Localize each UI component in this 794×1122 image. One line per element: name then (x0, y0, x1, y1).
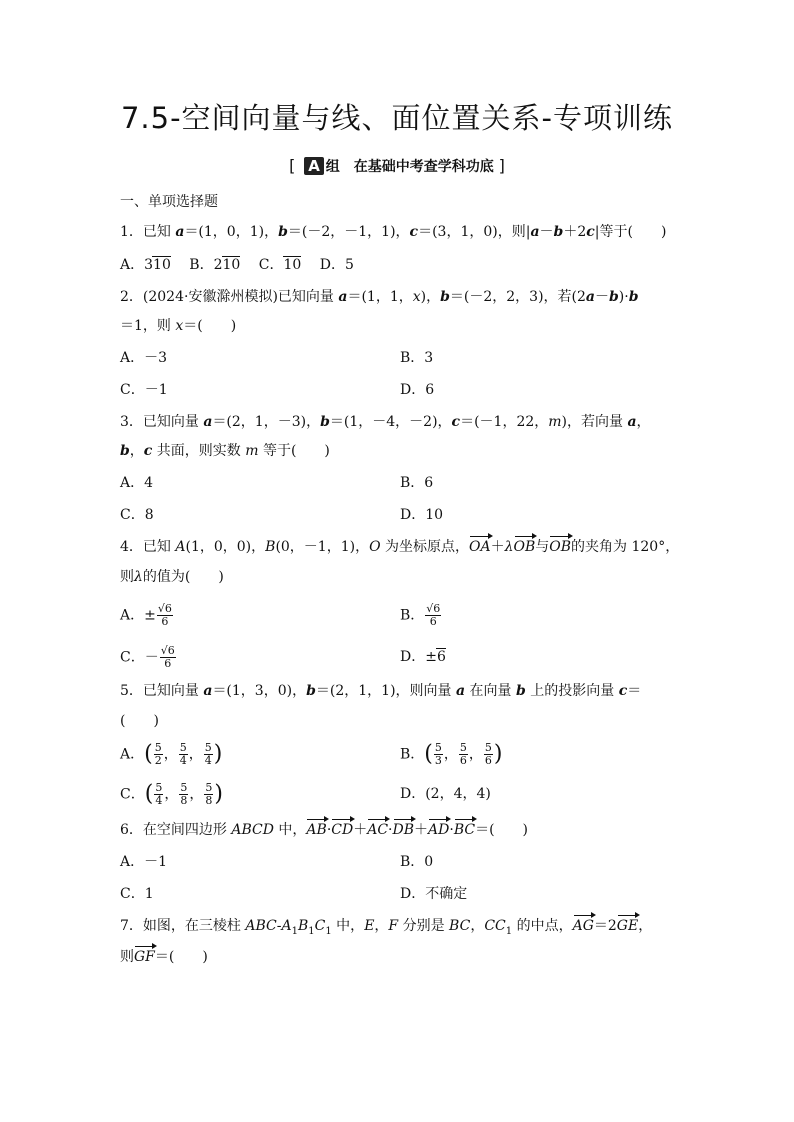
question-3-stem-line2: b，c 共面，则实数 m 等于( ) (120, 443, 330, 459)
question-1-options: A．310 B．210 C．10 D．5 (120, 257, 354, 273)
question-4-stem-line1: 4．已知 A(1，0，0)，B(0，－1，1)，O 为坐标原点，OA＋λOB与OB的夹角为 120°， (120, 539, 680, 555)
question-2-stem-line2: ＝1，则 x＝( ) (120, 318, 237, 334)
question-5-option-c: C．( $\frac{5}{4}$ ， $\frac{5}{8}$ ， $\frac{5}{8}$ ) (120, 781, 223, 807)
question-7-stem-line1: 7．如图，在三棱柱 ABC-$A_1B_1C_1$ 中，E，F 分别是 BC，$CC_1$ 的中点，AG＝2GE， (120, 918, 653, 937)
question-2-stem-line1: 2．(2024·安徽滁州模拟)已知向量 a＝(1，1，x)，b＝(－2，2，3)，若(2a－b)·b (120, 289, 639, 305)
question-4-option-b: B． $\frac{√6}{6}$ (400, 602, 441, 628)
question-6-option-d: D．不确定 (400, 886, 468, 902)
group-bracket-right: ] (498, 156, 505, 175)
question-3-option-c: C．8 (120, 507, 154, 523)
question-5-option-d: D．(2，4，4) (400, 786, 491, 802)
question-6-option-a: A．－1 (120, 854, 168, 870)
question-4-stem-line2: 则λ的值为( ) (120, 569, 224, 585)
question-6-option-c: C．1 (120, 886, 154, 902)
question-5-option-a: A．( $\frac{5}{2}$ ， $\frac{5}{4}$ ， $\frac{5}{4}$ ) (120, 741, 223, 767)
page-title: 7.5-空间向量与线、面位置关系-专项训练 (120, 101, 674, 135)
question-2-option-d: D．6 (400, 382, 435, 398)
question-5-stem-line1: 5．已知向量 a＝(1，3，0)，b＝(2，1，1)，则向量 a 在向量 b 上的投影向量 c＝ (120, 683, 642, 699)
group-label: 组 在基础中考查学科功底 (325, 159, 494, 175)
group-letter-badge: A (304, 157, 324, 175)
question-6-option-b: B．0 (400, 854, 434, 870)
section-heading: 一、单项选择题 (120, 194, 218, 210)
question-1-stem: 1．已知 a＝(1，0，1)，b＝(－2，－1，1)，c＝(3，1，0)，则|a－b＋2c|等于( ) (120, 224, 667, 240)
question-3-option-d: D．10 (400, 507, 444, 523)
question-4-option-d: D．±6 (400, 649, 446, 665)
question-6-stem: 6．在空间四边形 ABCD 中，AB·CD＋AC·DB＋AD·BC＝( ) (120, 822, 529, 838)
question-4-option-c: C．－ $\frac{√6}{6}$ (120, 644, 175, 670)
question-5-stem-line2: ( ) (120, 713, 159, 729)
question-2-option-a: A．－3 (120, 350, 168, 366)
question-4-option-a: A．± $\frac{√6}{6}$ (120, 602, 172, 628)
question-2-option-c: C．－1 (120, 382, 168, 398)
question-5-option-b: B．( $\frac{5}{3}$ ， $\frac{5}{6}$ ， $\frac{5}{6}$ ) (400, 741, 503, 767)
question-3-option-a: A．4 (120, 475, 154, 491)
question-3-stem-line1: 3．已知向量 a＝(2，1，－3)，b＝(1，－4，－2)，c＝(－1，22，m)，若向量 a， (120, 414, 651, 430)
question-2-option-b: B．3 (400, 350, 434, 366)
question-7-stem-line2: 则GF＝( ) (120, 949, 208, 965)
group-bracket-left: [ (289, 156, 296, 175)
group-header (0, 156, 794, 176)
question-3-option-b: B．6 (400, 475, 434, 491)
